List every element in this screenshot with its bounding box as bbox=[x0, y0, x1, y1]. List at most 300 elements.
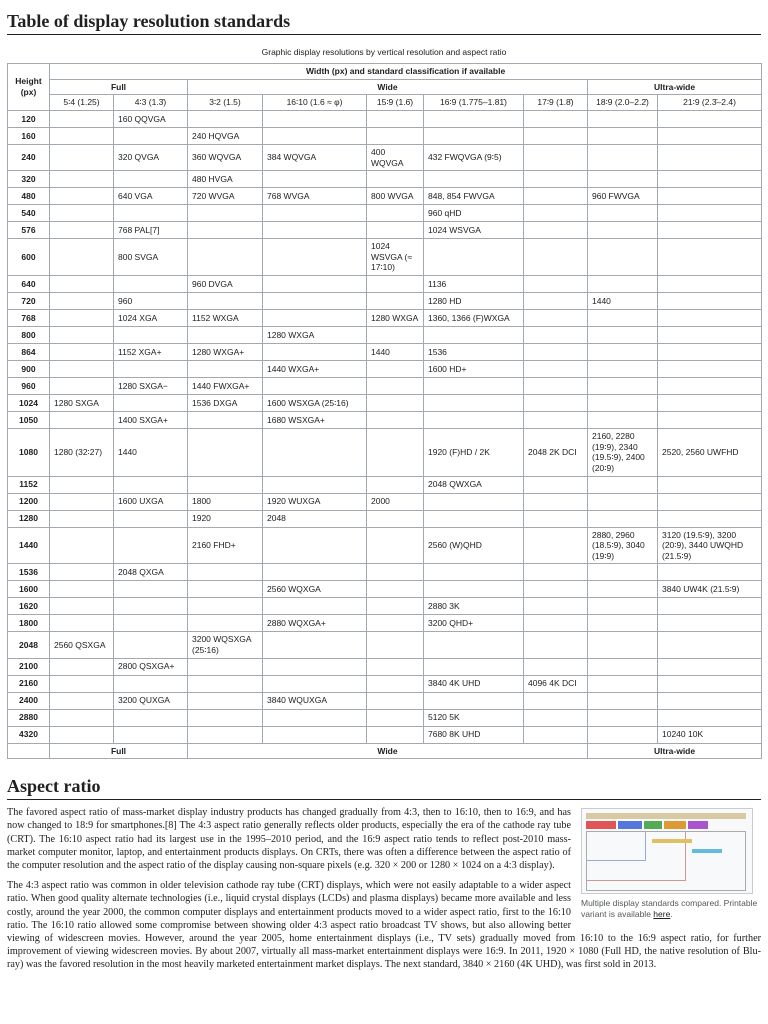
height-cell: 1200 bbox=[8, 493, 50, 510]
resolution-cell[interactable]: 1280 (32∶27) bbox=[50, 429, 114, 477]
resolution-cell bbox=[424, 395, 524, 412]
resolution-cell[interactable]: 1280 SXGA− bbox=[114, 378, 188, 395]
table-row bbox=[8, 493, 762, 510]
resolution-cell[interactable]: 7680 8K UHD bbox=[424, 726, 524, 743]
group-full-header: Full bbox=[50, 79, 188, 95]
resolution-cell bbox=[588, 310, 658, 327]
resolution-cell[interactable]: 768 PAL[7] bbox=[114, 222, 188, 239]
resolution-cell[interactable]: 4096 4K DCI bbox=[524, 675, 588, 692]
resolution-cell bbox=[658, 476, 762, 493]
height-cell: 1440 bbox=[8, 527, 50, 564]
resolution-cell[interactable]: 384 WQVGA bbox=[263, 144, 367, 170]
resolution-cell bbox=[524, 293, 588, 310]
resolution-cell[interactable]: 5120 5K bbox=[424, 709, 524, 726]
resolution-cell bbox=[588, 510, 658, 527]
table-row bbox=[8, 378, 762, 395]
resolution-cell bbox=[588, 632, 658, 658]
height-cell: 4320 bbox=[8, 726, 50, 743]
resolution-cell[interactable]: 1920 bbox=[188, 510, 263, 527]
resolution-cell bbox=[263, 276, 367, 293]
resolution-cell bbox=[367, 726, 424, 743]
table-row bbox=[8, 110, 762, 127]
resolution-cell[interactable]: 1440 bbox=[588, 293, 658, 310]
resolution-cell bbox=[424, 110, 524, 127]
table-row bbox=[8, 675, 762, 692]
height-cell: 1600 bbox=[8, 581, 50, 598]
resolution-cell bbox=[114, 726, 188, 743]
resolution-cell[interactable]: 800 SVGA bbox=[114, 239, 188, 276]
resolution-cell bbox=[367, 658, 424, 675]
resolution-cell bbox=[588, 581, 658, 598]
resolution-cell bbox=[367, 361, 424, 378]
resolution-cell bbox=[658, 310, 762, 327]
resolution-cell bbox=[367, 205, 424, 222]
resolution-cell bbox=[263, 675, 367, 692]
table-row bbox=[8, 361, 762, 378]
table-row bbox=[8, 564, 762, 581]
resolution-cell bbox=[263, 293, 367, 310]
resolution-cell bbox=[424, 378, 524, 395]
resolution-cell bbox=[588, 222, 658, 239]
resolution-cell bbox=[424, 412, 524, 429]
resolution-cell bbox=[524, 222, 588, 239]
resolution-cell bbox=[188, 726, 263, 743]
resolution-cell[interactable]: 3200 QHD+ bbox=[424, 615, 524, 632]
resolution-cell[interactable]: 432 FWQVGA (9∶5) bbox=[424, 144, 524, 170]
resolution-cell[interactable]: 3840 WQUXGA bbox=[263, 692, 367, 709]
resolution-cell[interactable]: 2880, 2960 (18.5∶9), 3040 (19∶9) bbox=[588, 527, 658, 564]
resolution-cell[interactable]: 2880 WQXGA+ bbox=[263, 615, 367, 632]
resolution-cell bbox=[524, 598, 588, 615]
ratio-header: 16∶9 (1.775–1.81̄) bbox=[424, 95, 524, 111]
resolution-cell bbox=[367, 127, 424, 144]
resolution-cell bbox=[50, 510, 114, 527]
resolution-cell bbox=[588, 675, 658, 692]
resolution-cell[interactable]: 1152 XGA+ bbox=[114, 344, 188, 361]
resolution-cell bbox=[188, 476, 263, 493]
resolution-cell bbox=[424, 510, 524, 527]
resolution-cell bbox=[188, 327, 263, 344]
resolution-cell bbox=[524, 395, 588, 412]
resolution-cell bbox=[588, 564, 658, 581]
resolution-cell bbox=[188, 615, 263, 632]
resolution-cell bbox=[524, 615, 588, 632]
table-row bbox=[8, 144, 762, 170]
resolution-cell bbox=[588, 127, 658, 144]
resolution-cell[interactable]: 2560 QSXGA bbox=[50, 632, 114, 658]
comparison-figure bbox=[581, 808, 761, 920]
resolution-cell[interactable]: 360 WQVGA bbox=[188, 144, 263, 170]
ratio-header: 17∶9 (1.8̄) bbox=[524, 95, 588, 111]
table-row bbox=[8, 327, 762, 344]
resolution-cell bbox=[114, 581, 188, 598]
resolution-cell bbox=[424, 239, 524, 276]
resolution-cell bbox=[367, 171, 424, 188]
table-row bbox=[8, 293, 762, 310]
resolution-cell bbox=[114, 476, 188, 493]
comparison-thumbnail[interactable] bbox=[581, 808, 753, 894]
resolution-cell bbox=[114, 527, 188, 564]
resolution-cell bbox=[114, 395, 188, 412]
resolution-cell[interactable]: 1360, 1366 (F)WXGA bbox=[424, 310, 524, 327]
height-cell: 1050 bbox=[8, 412, 50, 429]
resolution-cell bbox=[424, 564, 524, 581]
figure-link[interactable]: here bbox=[653, 909, 671, 920]
height-cell: 800 bbox=[8, 327, 50, 344]
resolution-cell[interactable]: 1920 (F)HD / 2K bbox=[424, 429, 524, 477]
resolution-cell bbox=[263, 527, 367, 564]
ratio-header: 18∶9 (2.0–2.2̄) bbox=[588, 95, 658, 111]
resolution-cell[interactable]: 1800 bbox=[188, 493, 263, 510]
resolution-cell bbox=[188, 581, 263, 598]
resolution-cell bbox=[263, 598, 367, 615]
resolution-cell[interactable]: 1600 HD+ bbox=[424, 361, 524, 378]
resolution-cell bbox=[524, 310, 588, 327]
ratio-header: 4∶3 (1.3̄) bbox=[114, 95, 188, 111]
resolution-cell bbox=[658, 188, 762, 205]
resolution-cell[interactable]: 1440 bbox=[367, 344, 424, 361]
resolution-cell[interactable]: 1600 WSXGA (25∶16) bbox=[263, 395, 367, 412]
resolution-cell bbox=[188, 361, 263, 378]
resolution-cell bbox=[367, 412, 424, 429]
resolution-cell bbox=[114, 361, 188, 378]
resolution-cell bbox=[50, 581, 114, 598]
resolution-cell bbox=[263, 564, 367, 581]
resolution-cell bbox=[114, 276, 188, 293]
resolution-cell[interactable]: 10240 10K bbox=[658, 726, 762, 743]
resolution-cell bbox=[658, 412, 762, 429]
resolution-cell bbox=[588, 327, 658, 344]
resolution-cell bbox=[188, 293, 263, 310]
resolution-cell bbox=[658, 222, 762, 239]
height-cell: 1536 bbox=[8, 564, 50, 581]
resolution-cell[interactable]: 1280 WXGA bbox=[263, 327, 367, 344]
height-cell: 320 bbox=[8, 171, 50, 188]
height-cell: 240 bbox=[8, 144, 50, 170]
resolution-cell bbox=[114, 127, 188, 144]
resolution-cell bbox=[50, 658, 114, 675]
resolution-cell bbox=[524, 110, 588, 127]
table-row bbox=[8, 527, 762, 564]
table-row bbox=[8, 171, 762, 188]
resolution-cell bbox=[588, 378, 658, 395]
resolution-cell bbox=[263, 429, 367, 477]
resolution-cell bbox=[524, 188, 588, 205]
resolution-cell[interactable]: 2880 3K bbox=[424, 598, 524, 615]
resolution-cell bbox=[588, 395, 658, 412]
resolution-cell[interactable]: 960 DVGA bbox=[188, 276, 263, 293]
resolution-cell bbox=[424, 171, 524, 188]
resolution-cell[interactable]: 3840 4K UHD bbox=[424, 675, 524, 692]
resolution-cell bbox=[50, 110, 114, 127]
resolution-cell bbox=[524, 144, 588, 170]
resolution-cell bbox=[524, 412, 588, 429]
resolution-cell bbox=[50, 310, 114, 327]
table-row bbox=[8, 726, 762, 743]
resolution-cell bbox=[658, 510, 762, 527]
height-cell: 2160 bbox=[8, 675, 50, 692]
resolution-cell bbox=[367, 378, 424, 395]
resolution-cell bbox=[524, 658, 588, 675]
resolution-cell bbox=[658, 658, 762, 675]
resolution-cell[interactable]: 3200 QUXGA bbox=[114, 692, 188, 709]
resolution-cell bbox=[263, 709, 367, 726]
resolution-cell[interactable]: 1280 WXGA+ bbox=[188, 344, 263, 361]
height-cell: 720 bbox=[8, 293, 50, 310]
height-cell: 960 bbox=[8, 378, 50, 395]
resolution-cell[interactable]: 1440 WXGA+ bbox=[263, 361, 367, 378]
resolution-cell bbox=[367, 598, 424, 615]
resolution-cell bbox=[588, 476, 658, 493]
resolution-cell[interactable]: 960 qHD bbox=[424, 205, 524, 222]
height-cell: 864 bbox=[8, 344, 50, 361]
resolution-cell bbox=[658, 675, 762, 692]
height-cell: 480 bbox=[8, 188, 50, 205]
resolution-cell bbox=[114, 598, 188, 615]
resolution-cell bbox=[524, 344, 588, 361]
resolution-cell bbox=[188, 675, 263, 692]
resolution-cell[interactable]: 1152 WXGA bbox=[188, 310, 263, 327]
foot-empty bbox=[8, 743, 50, 759]
resolution-cell bbox=[50, 239, 114, 276]
resolution-cell[interactable]: 3120 (19.5∶9), 3200 (20∶9), 3440 UWQHD (21.5∶9) bbox=[658, 527, 762, 564]
resolution-cell bbox=[114, 171, 188, 188]
resolution-cell bbox=[367, 632, 424, 658]
resolution-cell bbox=[524, 510, 588, 527]
table-row bbox=[8, 709, 762, 726]
resolution-cell bbox=[367, 709, 424, 726]
resolution-cell bbox=[588, 276, 658, 293]
resolution-cell[interactable]: 1024 XGA bbox=[114, 310, 188, 327]
table-row bbox=[8, 615, 762, 632]
resolution-cell bbox=[588, 412, 658, 429]
resolution-cell[interactable]: 2160 FHD+ bbox=[188, 527, 263, 564]
resolution-cell[interactable]: 1280 SXGA bbox=[50, 395, 114, 412]
resolution-cell bbox=[367, 692, 424, 709]
height-cell: 900 bbox=[8, 361, 50, 378]
height-cell: 2100 bbox=[8, 658, 50, 675]
resolution-cell bbox=[367, 222, 424, 239]
resolution-cell bbox=[50, 692, 114, 709]
height-cell: 120 bbox=[8, 110, 50, 127]
resolution-cell[interactable]: 2560 WQXGA bbox=[263, 581, 367, 598]
aspect-ratio-section bbox=[7, 775, 761, 971]
resolution-cell bbox=[524, 127, 588, 144]
resolution-cell bbox=[263, 239, 367, 276]
resolution-cell bbox=[658, 127, 762, 144]
resolution-cell bbox=[188, 598, 263, 615]
resolution-cell[interactable]: 2000 bbox=[367, 493, 424, 510]
resolution-cell bbox=[114, 632, 188, 658]
resolution-cell bbox=[188, 222, 263, 239]
resolution-cell[interactable]: 960 FWVGA bbox=[588, 188, 658, 205]
ratio-header: 3∶2 (1.5) bbox=[188, 95, 263, 111]
resolution-cell[interactable]: 2560 (W)QHD bbox=[424, 527, 524, 564]
resolution-cell bbox=[658, 327, 762, 344]
resolution-cell[interactable]: 240 HQVGA bbox=[188, 127, 263, 144]
resolution-cell bbox=[424, 581, 524, 598]
resolution-cell bbox=[263, 171, 367, 188]
figure-caption-end: . bbox=[670, 909, 673, 920]
resolution-cell bbox=[263, 344, 367, 361]
table-row bbox=[8, 581, 762, 598]
resolution-cell[interactable]: 1136 bbox=[424, 276, 524, 293]
resolution-cell bbox=[424, 127, 524, 144]
resolution-cell bbox=[50, 188, 114, 205]
resolution-cell[interactable]: 640 VGA bbox=[114, 188, 188, 205]
resolution-cell bbox=[50, 144, 114, 170]
ratio-header: 21∶9 (2.3̄–2.4) bbox=[658, 95, 762, 111]
height-cell: 576 bbox=[8, 222, 50, 239]
resolution-cell bbox=[658, 361, 762, 378]
ratio-header: 16∶10 (1.6 ≈ φ) bbox=[263, 95, 367, 111]
resolution-cell bbox=[588, 692, 658, 709]
resolution-cell bbox=[50, 378, 114, 395]
resolution-cell bbox=[50, 709, 114, 726]
resolution-cell bbox=[524, 378, 588, 395]
resolution-cell bbox=[524, 692, 588, 709]
resolution-cell[interactable]: 2048 2K DCI bbox=[524, 429, 588, 477]
height-cell: 160 bbox=[8, 127, 50, 144]
height-cell: 2880 bbox=[8, 709, 50, 726]
resolution-cell[interactable]: 1024 WSVGA bbox=[424, 222, 524, 239]
resolution-cell bbox=[50, 476, 114, 493]
resolution-cell bbox=[588, 493, 658, 510]
resolution-cell[interactable]: 3200 WQSXGA (25∶16) bbox=[188, 632, 263, 658]
resolution-cell bbox=[524, 476, 588, 493]
resolution-cell bbox=[367, 276, 424, 293]
height-cell: 1280 bbox=[8, 510, 50, 527]
resolution-cell[interactable]: 1680 WSXGA+ bbox=[263, 412, 367, 429]
resolution-cell bbox=[658, 709, 762, 726]
resolution-cell[interactable]: 1440 bbox=[114, 429, 188, 477]
resolution-cell[interactable]: 800 WVGA bbox=[367, 188, 424, 205]
resolution-cell bbox=[524, 493, 588, 510]
resolution-cell[interactable]: 1600 UXGA bbox=[114, 493, 188, 510]
resolution-cell bbox=[658, 493, 762, 510]
table-row bbox=[8, 412, 762, 429]
resolution-cell[interactable]: 1280 HD bbox=[424, 293, 524, 310]
resolution-cell bbox=[263, 658, 367, 675]
resolution-cell bbox=[114, 675, 188, 692]
table-row bbox=[8, 429, 762, 477]
resolution-cell[interactable]: 768 WVGA bbox=[263, 188, 367, 205]
resolution-cell bbox=[263, 222, 367, 239]
table-row bbox=[8, 222, 762, 239]
resolution-cell bbox=[524, 527, 588, 564]
resolution-cell bbox=[367, 510, 424, 527]
resolution-cell bbox=[50, 222, 114, 239]
resolution-cell bbox=[524, 205, 588, 222]
resolution-cell bbox=[50, 276, 114, 293]
resolution-cell[interactable]: 1400 SXGA+ bbox=[114, 412, 188, 429]
resolution-cell bbox=[367, 429, 424, 477]
resolution-cell bbox=[588, 144, 658, 170]
resolution-cell bbox=[114, 709, 188, 726]
resolution-cell bbox=[424, 493, 524, 510]
resolution-cell bbox=[524, 564, 588, 581]
resolution-cell[interactable]: 2800 QSXGA+ bbox=[114, 658, 188, 675]
resolution-cell bbox=[658, 144, 762, 170]
resolution-cell bbox=[424, 658, 524, 675]
resolution-cell bbox=[50, 564, 114, 581]
resolution-cell bbox=[114, 510, 188, 527]
resolution-cell bbox=[188, 692, 263, 709]
resolution-cell bbox=[367, 395, 424, 412]
resolution-cell bbox=[658, 564, 762, 581]
resolution-cell[interactable]: 1440 FWXGA+ bbox=[188, 378, 263, 395]
resolution-cell[interactable]: 320 QVGA bbox=[114, 144, 188, 170]
resolution-cell[interactable]: 1536 bbox=[424, 344, 524, 361]
ratio-header: 5∶4 (1.25) bbox=[50, 95, 114, 111]
resolution-cell bbox=[367, 675, 424, 692]
resolution-cell bbox=[263, 127, 367, 144]
resolution-cell[interactable]: 2520, 2560 UWFHD bbox=[658, 429, 762, 477]
resolution-cell bbox=[367, 615, 424, 632]
resolution-cell bbox=[658, 692, 762, 709]
resolution-cell bbox=[188, 658, 263, 675]
resolution-cell bbox=[50, 344, 114, 361]
resolution-cell bbox=[188, 205, 263, 222]
resolution-cell bbox=[367, 564, 424, 581]
resolution-cell bbox=[188, 110, 263, 127]
foot-full: Full bbox=[50, 743, 188, 759]
resolution-cell[interactable]: 1024 WSVGA (≈ 17∶10) bbox=[367, 239, 424, 276]
figure-caption: Multiple display standards compared. Printable variant is available bbox=[581, 898, 758, 920]
resolution-cell bbox=[588, 205, 658, 222]
resolution-cell[interactable]: 2160, 2280 (19∶9), 2340 (19.5∶9), 2400 (20∶9) bbox=[588, 429, 658, 477]
resolution-cell[interactable]: 960 bbox=[114, 293, 188, 310]
paragraph-1: The favored aspect ratio of mass-market display industry products has changed gradually from 4:3, then to 16:10, then to 16:9, and has now changed to 18:9 for smartphones.[8] The 4:3 aspect ratio generally reflects older products, especially the era of the cathode ray tube (CRT). The 16:10 aspect ratio had its largest use in the 1995–2010 period, and the 16:9 aspect ratio tends to reflect post-2010 mass-market computer monitor, laptop, and entertainment products displays. On CRTs, there was often a difference between the aspect ratio of the computer resolution and the aspect ratio of the display causing non-square pixels (e.g. 320 × 200 or 1280 × 1024 on a 4:3 display). bbox=[7, 807, 571, 872]
resolution-cell[interactable]: 2048 bbox=[263, 510, 367, 527]
resolution-cell bbox=[658, 293, 762, 310]
section-heading: Aspect ratio bbox=[7, 775, 761, 800]
resolution-cell bbox=[588, 598, 658, 615]
table-row bbox=[8, 276, 762, 293]
resolution-cell bbox=[658, 205, 762, 222]
resolution-cell[interactable]: 480 HVGA bbox=[188, 171, 263, 188]
foot-wide: Wide bbox=[188, 743, 588, 759]
resolution-cell[interactable]: 2048 QWXGA bbox=[424, 476, 524, 493]
resolution-cell[interactable]: 848, 854 FWVGA bbox=[424, 188, 524, 205]
resolution-cell bbox=[524, 171, 588, 188]
resolution-cell bbox=[114, 327, 188, 344]
foot-ultrawide: Ultra-wide bbox=[588, 743, 762, 759]
resolution-cell bbox=[588, 344, 658, 361]
resolution-cell[interactable]: 2048 QXGA bbox=[114, 564, 188, 581]
resolution-cell[interactable]: 720 WVGA bbox=[188, 188, 263, 205]
resolution-cell bbox=[188, 564, 263, 581]
resolution-cell bbox=[658, 615, 762, 632]
resolution-cell[interactable]: 1536 DXGA bbox=[188, 395, 263, 412]
resolution-cell[interactable]: 3840 UW4K (21.5∶9) bbox=[658, 581, 762, 598]
resolution-cell bbox=[524, 709, 588, 726]
table-row bbox=[8, 476, 762, 493]
resolution-cell bbox=[524, 361, 588, 378]
resolution-cell[interactable]: 160 QQVGA bbox=[114, 110, 188, 127]
resolution-cell bbox=[50, 527, 114, 564]
table-row bbox=[8, 658, 762, 675]
resolution-cell bbox=[658, 632, 762, 658]
resolution-cell[interactable]: 1280 WXGA bbox=[367, 310, 424, 327]
resolution-cell bbox=[424, 632, 524, 658]
resolution-cell bbox=[424, 327, 524, 344]
resolution-cell[interactable]: 400 WQVGA bbox=[367, 144, 424, 170]
height-header: Height (px) bbox=[8, 64, 50, 111]
group-wide-header: Wide bbox=[188, 79, 588, 95]
height-cell: 2048 bbox=[8, 632, 50, 658]
resolution-cell[interactable]: 1920 WUXGA bbox=[263, 493, 367, 510]
